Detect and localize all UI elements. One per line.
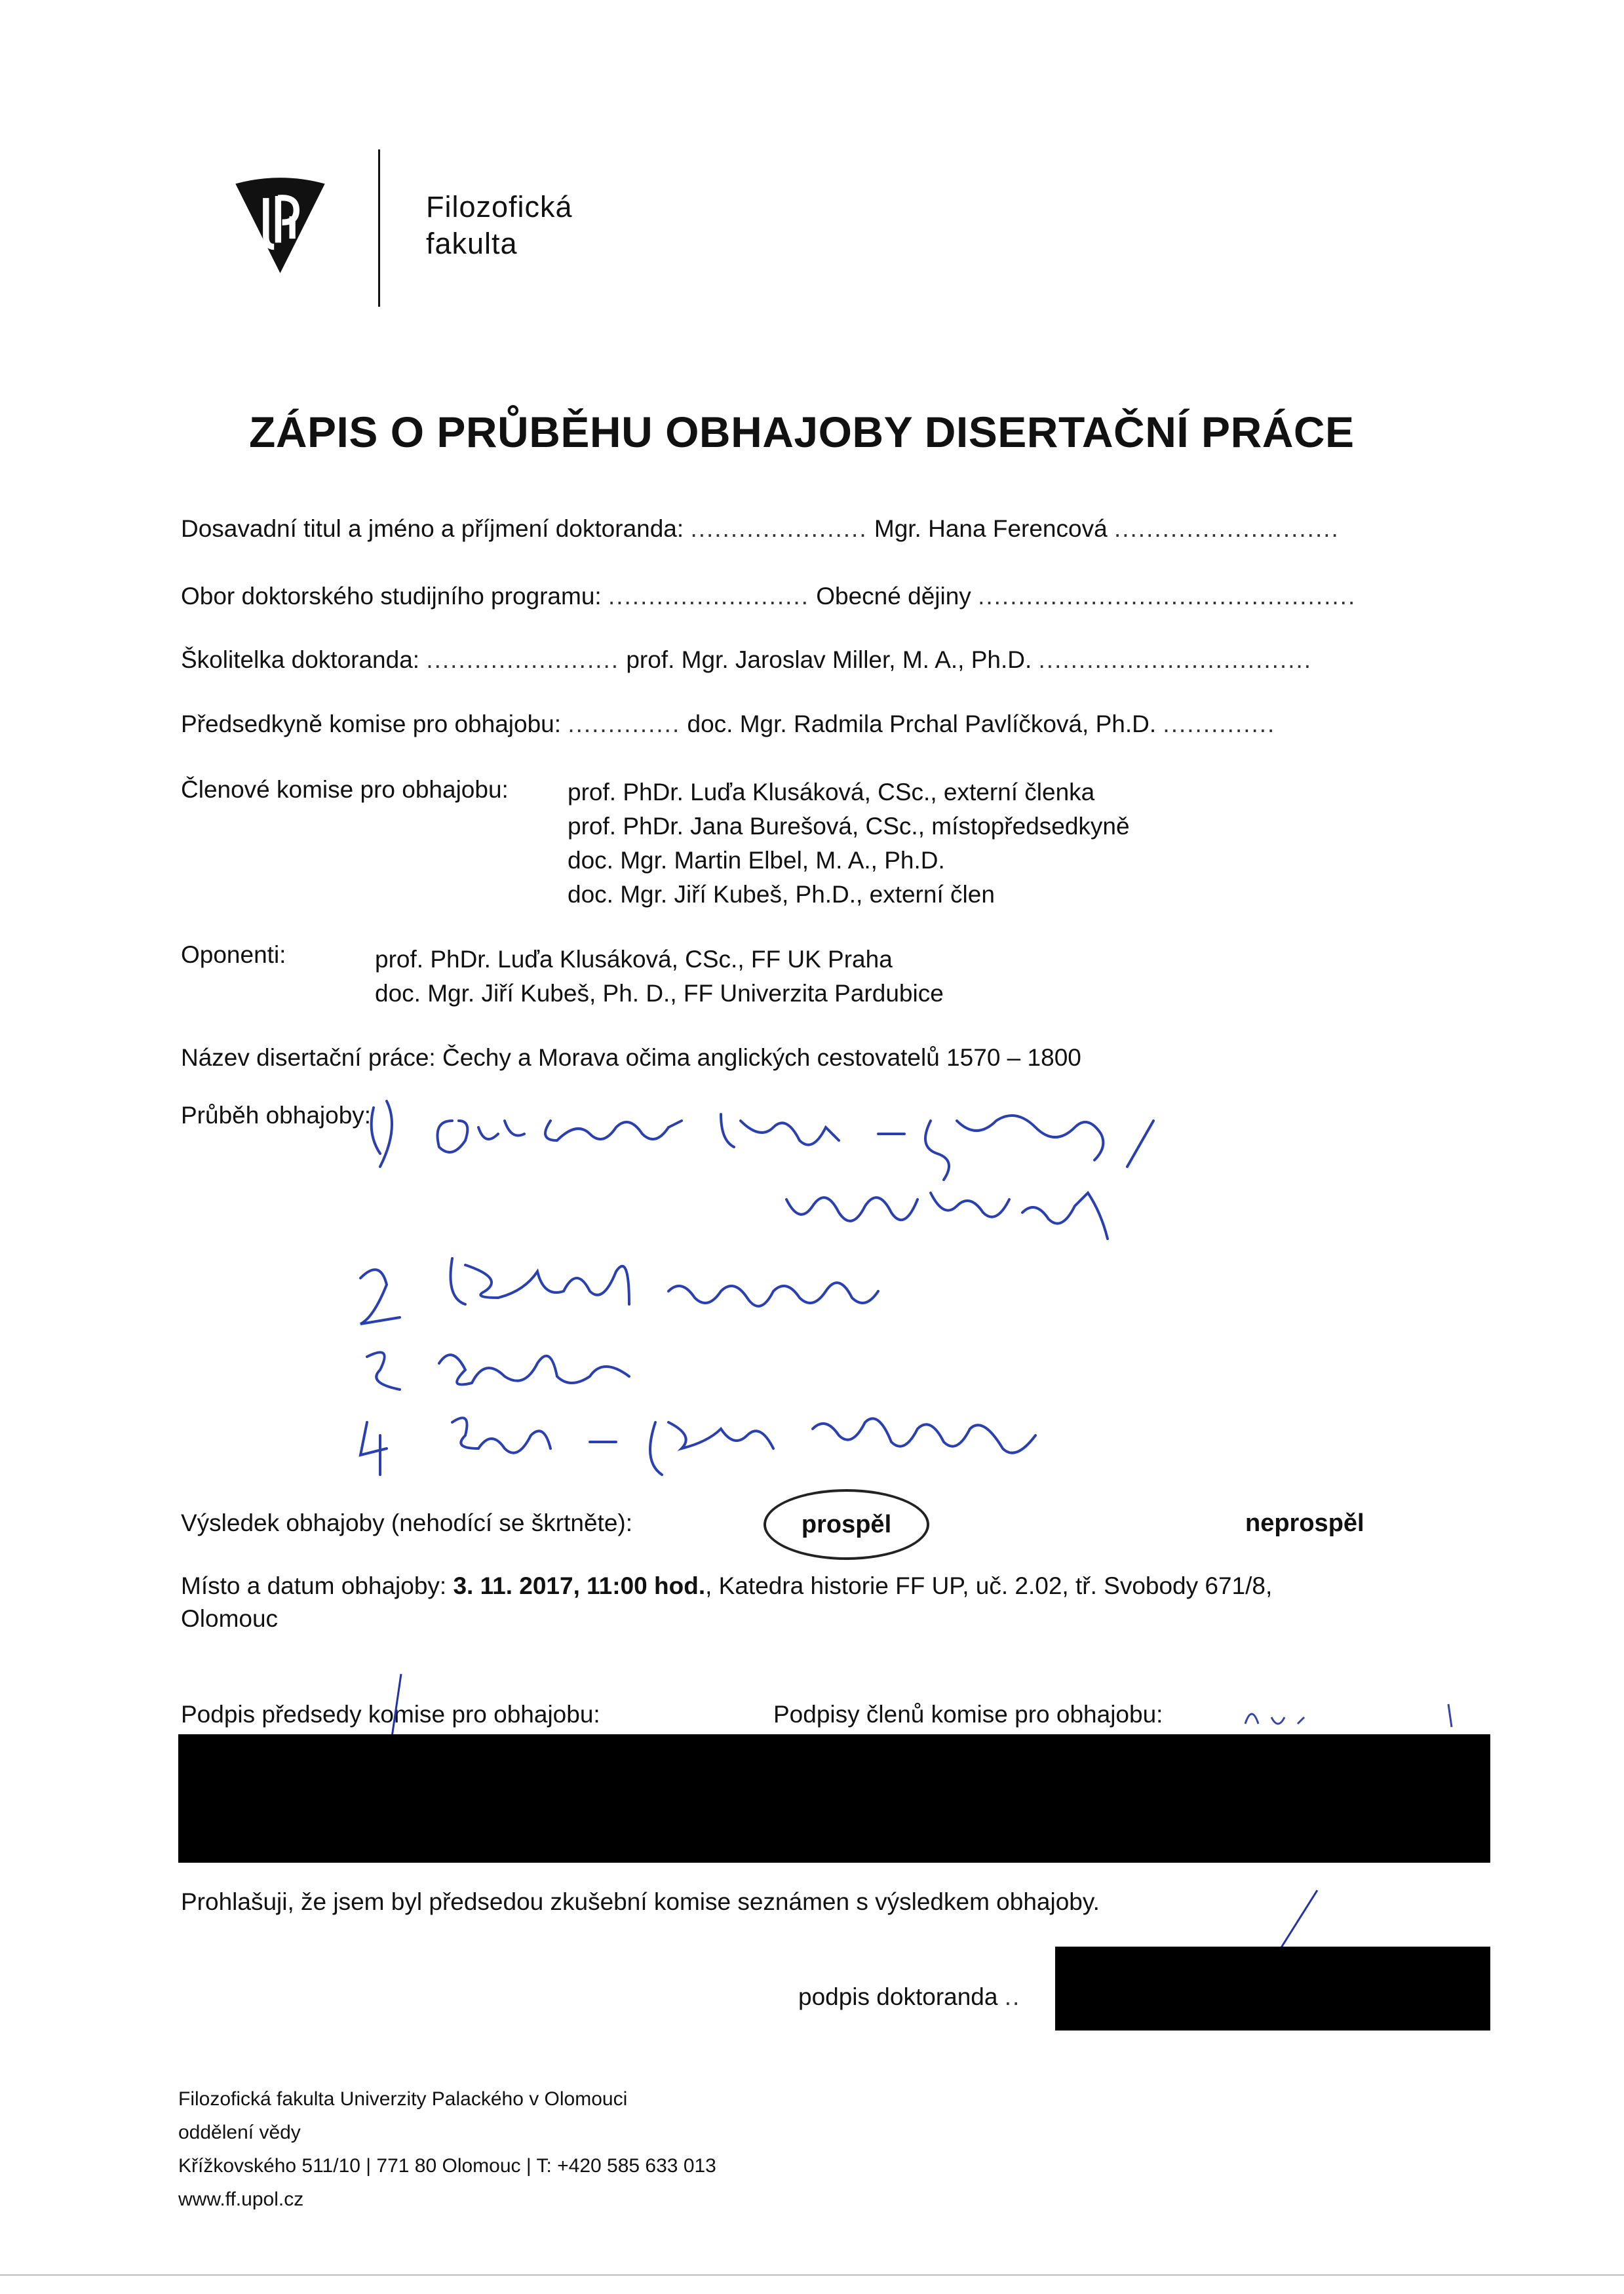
thesis-row bbox=[181, 1043, 1081, 1072]
program-dots-before: ......................... bbox=[608, 583, 809, 610]
member-item: prof. PhDr. Luďa Klusáková, CSc., externí členka bbox=[568, 779, 1095, 806]
place-date-row bbox=[181, 1572, 1272, 1601]
redaction-bar bbox=[178, 1734, 1490, 1863]
opponent-item: prof. PhDr. Luďa Klusáková, CSc., FF UK Praha bbox=[375, 946, 893, 973]
progress-label: Průběh obhajoby: bbox=[181, 1102, 372, 1129]
candidate-row bbox=[181, 515, 1340, 543]
page-bottom-divider bbox=[0, 2274, 1624, 2276]
faculty-name bbox=[426, 189, 573, 262]
member-item: doc. Mgr. Jiří Kubeš, Ph.D., externí člen bbox=[568, 881, 995, 908]
program-label: Obor doktorského studijního programu: bbox=[181, 583, 602, 610]
result-fail-option: neprospěl bbox=[1245, 1509, 1364, 1537]
signature-stroke bbox=[387, 1671, 406, 1743]
faculty-name-line2: fakulta bbox=[426, 227, 518, 260]
footer-link[interactable]: www.ff.upol.cz bbox=[178, 2188, 304, 2210]
candidate-value: Mgr. Hana Ferencová bbox=[874, 515, 1108, 542]
place-date-city: Olomouc bbox=[181, 1605, 279, 1632]
candidate-signature-label: podpis doktoranda bbox=[798, 1983, 998, 2010]
supervisor-dots-before: ........................ bbox=[426, 646, 620, 673]
supervisor-label: Školitelka doktoranda: bbox=[181, 646, 420, 673]
candidate-dots-after: ............................ bbox=[1113, 515, 1340, 542]
chair-dots-after: .............. bbox=[1163, 710, 1276, 737]
footer-line2: oddělení vědy bbox=[178, 2122, 301, 2143]
thesis-value: Čechy a Morava očima anglických cestovatelů 1570 – 1800 bbox=[442, 1044, 1081, 1071]
supervisor-row bbox=[181, 646, 1312, 674]
candidate-signature-row bbox=[798, 1983, 1020, 2012]
program-value: Obecné dějiny bbox=[816, 583, 971, 610]
candidate-signature-dots: .. bbox=[1004, 1983, 1021, 2010]
candidate-dots-before: ...................... bbox=[690, 515, 868, 542]
redaction-bar bbox=[1055, 1947, 1490, 2031]
document-title: ZÁPIS O PRŮBĚHU OBHAJOBY DISERTAČNÍ PRÁCE bbox=[249, 408, 1355, 456]
opponent-item: doc. Mgr. Jiří Kubeš, Ph. D., FF Univerzita Pardubice bbox=[375, 980, 944, 1007]
chair-signature-label: Podpis předsedy komise pro obhajobu: bbox=[181, 1701, 600, 1728]
candidate-label: Dosavadní titul a jméno a příjmení doktoranda: bbox=[181, 515, 684, 542]
signature-stroke bbox=[1271, 1888, 1324, 1953]
supervisor-dots-after: .................................. bbox=[1038, 646, 1313, 673]
member-item: doc. Mgr. Martin Elbel, M. A., Ph.D. bbox=[568, 847, 945, 874]
supervisor-value: prof. Mgr. Jaroslav Miller, M. A., Ph.D. bbox=[626, 646, 1032, 673]
members-signature-label: Podpisy členů komise pro obhajobu: bbox=[773, 1701, 1163, 1728]
place-date-label: Místo a datum obhajoby: bbox=[181, 1572, 447, 1599]
footer-line3: Křížkovského 511/10 | 771 80 Olomouc | T: +420 585 633 013 bbox=[178, 2155, 716, 2177]
place-date-date: 3. 11. 2017, 11:00 hod. bbox=[453, 1572, 706, 1599]
logo-divider bbox=[378, 149, 380, 307]
upol-shield-icon bbox=[229, 176, 331, 277]
member-item: prof. PhDr. Jana Burešová, CSc., místopředsedkyně bbox=[568, 813, 1130, 840]
opponents-list bbox=[375, 943, 944, 1011]
chair-dots-before: .............. bbox=[568, 710, 681, 737]
chair-row bbox=[181, 710, 1275, 739]
declaration-text: Prohlašuji, že jsem byl předsedou zkušební komise seznámen s výsledkem obhajoby. bbox=[181, 1888, 1100, 1915]
program-row bbox=[181, 582, 1356, 611]
signature-stroke bbox=[1232, 1698, 1468, 1737]
opponents-label: Oponenti: bbox=[181, 941, 286, 968]
chair-label: Předsedkyně komise pro obhajobu: bbox=[181, 710, 562, 737]
chair-value: doc. Mgr. Radmila Prchal Pavlíčková, Ph.D. bbox=[687, 710, 1157, 737]
members-list bbox=[568, 775, 1130, 912]
handwritten-notes bbox=[354, 1081, 1429, 1488]
place-date-place: , Katedra historie FF UP, uč. 2.02, tř. Svobody 671/8, bbox=[705, 1572, 1273, 1599]
result-pass-option: prospěl bbox=[764, 1489, 929, 1560]
faculty-name-line1: Filozofická bbox=[426, 190, 573, 224]
program-dots-after: ............................................... bbox=[978, 583, 1357, 610]
result-label: Výsledek obhajoby (nehodící se škrtněte): bbox=[181, 1509, 632, 1536]
footer-line1: Filozofická fakulta Univerzity Palackého v Olomouci bbox=[178, 2088, 628, 2110]
thesis-label: Název disertační práce: bbox=[181, 1044, 436, 1071]
members-label: Členové komise pro obhajobu: bbox=[181, 776, 509, 803]
